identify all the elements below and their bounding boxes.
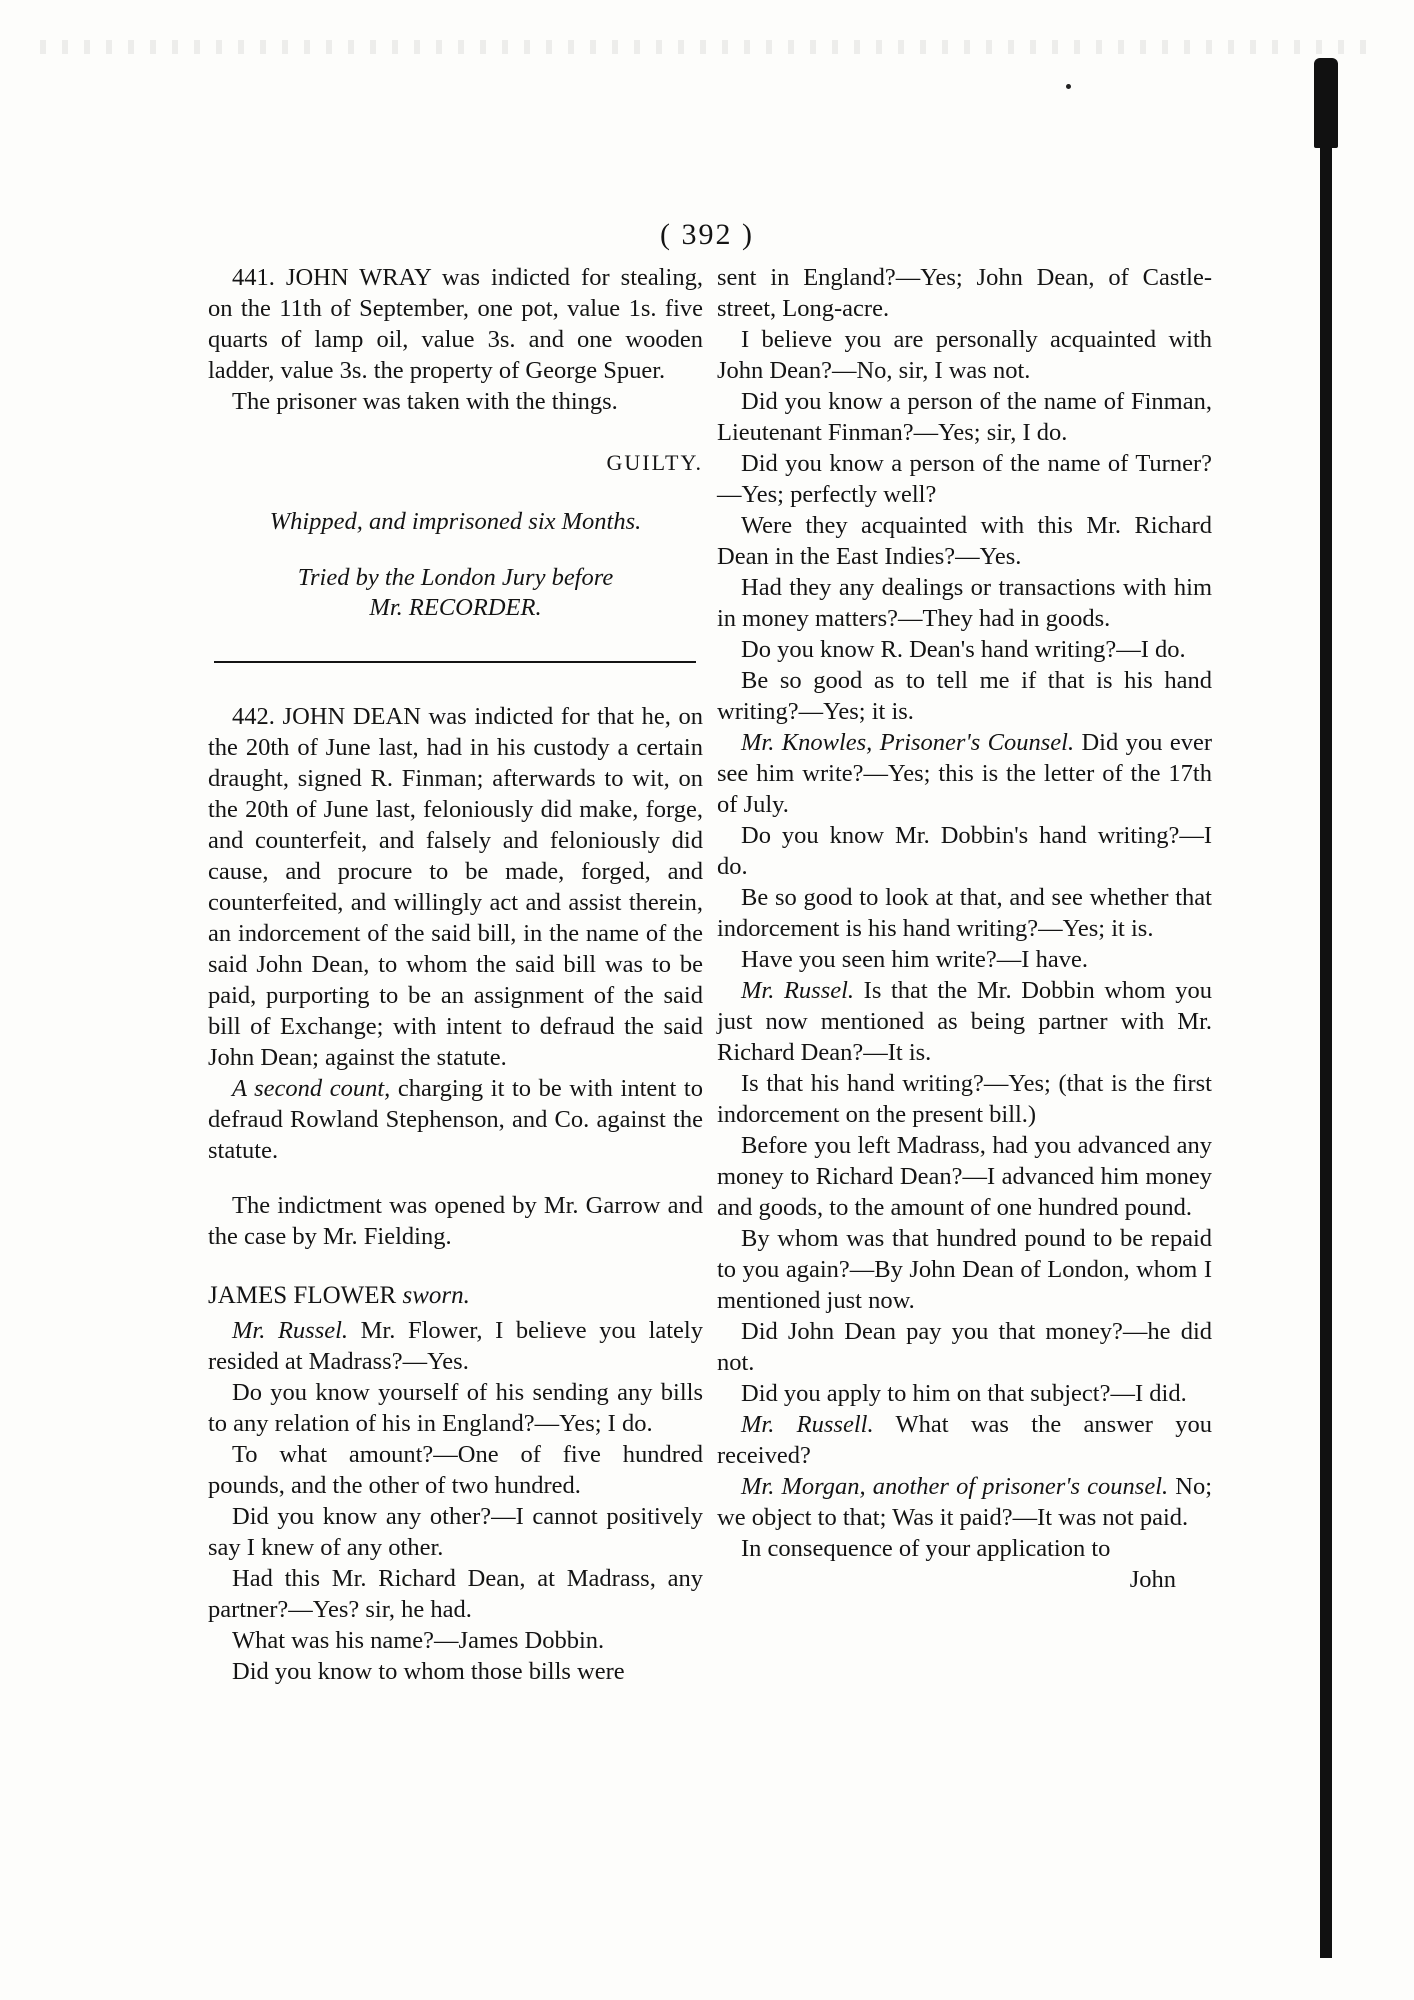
testimony-paragraph: Did you know a person of the name of Turner?—Yes; perfectly well?: [717, 450, 1212, 508]
testimony-paragraph: Were they acquainted with this Mr. Richard Dean in the East Indies?—Yes.: [717, 512, 1212, 570]
testimony-paragraph: Is that his hand writing?—Yes; (that is the first indorcement on the present bill.): [717, 1070, 1212, 1128]
testimony-paragraph: [717, 975, 1212, 1068]
catchword: John: [1129, 1566, 1176, 1593]
opened-paragraph: The indictment was opened by Mr. Garrow and the case by Mr. Fielding.: [208, 1192, 703, 1250]
sentence: Whipped, and imprisoned six Months.: [269, 508, 642, 535]
binding-edge-bar: [1320, 58, 1332, 1958]
testimony-paragraph: Had this Mr. Richard Dean, at Madrass, any partner?—Yes? sir, he had.: [208, 1565, 703, 1623]
speaker: Mr. Knowles, Prisoner's Counsel.: [741, 729, 1075, 756]
testimony-paragraph: Did John Dean pay you that money?—he did not.: [717, 1318, 1212, 1376]
witness-sworn: sworn.: [402, 1282, 470, 1309]
testimony-paragraph: Do you know yourself of his sending any bills to any relation of his in England?—Yes; I do.: [208, 1379, 703, 1437]
testimony-paragraph: sent in England?—Yes; John Dean, of Castle-street, Long-acre.: [717, 264, 1212, 322]
testimony-paragraph: Did you know a person of the name of Finman, Lieutenant Finman?—Yes; sir, I do.: [717, 388, 1212, 446]
section-divider: [214, 661, 696, 663]
testimony-paragraph: To what amount?—One of five hundred pounds, and the other of two hundred.: [208, 1441, 703, 1499]
page-edge-noise: [40, 40, 1380, 54]
testimony-paragraph: Be so good as to tell me if that is his hand writing?—Yes; it is.: [717, 667, 1212, 725]
testimony-text: No; we object to that; Was it paid?—It was not paid.: [717, 1473, 1213, 1531]
left-column: [208, 262, 703, 1687]
tried-line-2: Mr. RECORDER.: [369, 594, 542, 621]
second-count-label: A second count,: [232, 1075, 391, 1102]
speaker: Mr. Russel.: [232, 1317, 349, 1344]
testimony-paragraph: In consequence of your application to: [741, 1535, 1111, 1562]
testimony-paragraph: What was his name?—James Dobbin.: [232, 1627, 605, 1654]
testimony-text: What was the answer you received?: [717, 1411, 1212, 1469]
speaker: Mr. Russel.: [741, 977, 855, 1004]
testimony-text: Is that the Mr. Dobbin whom you just now mentioned as being partner with Mr. Richard Dean?—It is.: [717, 977, 1212, 1066]
testimony-paragraph: [717, 727, 1212, 820]
case-441-paragraph: 441. JOHN WRAY was indicted for stealing, on the 11th of September, one pot, value 1s. five quarts of lamp oil, value 3s. and one wooden ladder, value 3s. the property of George Spuer.: [208, 264, 703, 384]
testimony-paragraph: I believe you are personally acquainted with John Dean?—No, sir, I was not.: [717, 326, 1212, 384]
speaker: Mr. Russell.: [741, 1411, 874, 1438]
witness-name: JAMES FLOWER: [208, 1282, 397, 1309]
testimony-paragraph: Before you left Madrass, had you advanced any money to Richard Dean?—I advanced him money and goods, to the amount of one hundred pound.: [717, 1132, 1212, 1221]
case-442-paragraph: 442. JOHN DEAN was indicted for that he, on the 20th of June last, had in his custody a certain draught, signed R. Finman; afterwards to wit, on the 20th of June last, feloniously did make, forge, and counterfeit, and falsely and feloniously did cause, and procure to be made, forged, and counterfeited, and willingly act and assist therein, an indorcement of the said bill, in the name of the said John Dean, to whom the said bill was to be paid, purporting to be an assignment of the said bill of Exchange; with intent to defraud the said John Dean; against the statute.: [208, 703, 703, 1071]
paragraph: The prisoner was taken with the things.: [232, 388, 618, 415]
page-number: ( 392 ): [660, 218, 754, 251]
testimony-paragraph: By whom was that hundred pound to be repaid to you again?—By John Dean of London, whom I mentioned just now.: [717, 1225, 1212, 1314]
testimony-paragraph: Did you know to whom those bills were: [232, 1658, 625, 1685]
testimony-text: Mr. Flower, I believe you lately resided at Madrass?—Yes.: [208, 1317, 703, 1375]
testimony-paragraph: Did you know any other?—I cannot positively say I knew of any other.: [208, 1503, 703, 1561]
witness-heading: [208, 1280, 703, 1311]
testimony-paragraph: [208, 1315, 703, 1377]
testimony-paragraph: [717, 1409, 1212, 1471]
tried-line-1: Tried by the London Jury before: [297, 564, 614, 591]
ink-speck: [1066, 84, 1071, 89]
speaker: Mr. Morgan, another of prisoner's counsel.: [741, 1473, 1169, 1500]
testimony-paragraph: [717, 1471, 1212, 1533]
testimony-paragraph: Do you know Mr. Dobbin's hand writing?—I do.: [717, 822, 1212, 880]
testimony-paragraph: Had they any dealings or transactions with him in money matters?—They had in goods.: [717, 574, 1212, 632]
testimony-paragraph: Have you seen him write?—I have.: [741, 946, 1088, 973]
second-count-paragraph: [208, 1073, 703, 1166]
second-count-text: charging it to be with intent to defraud Rowland Stephenson, and Co. against the statute.: [208, 1075, 703, 1164]
testimony-paragraph: Do you know R. Dean's hand writing?—I do.: [741, 636, 1186, 663]
verdict: GUILTY.: [606, 450, 703, 475]
testimony-text: Did you ever see him write?—Yes; this is the letter of the 17th of July.: [717, 729, 1212, 818]
testimony-paragraph: Did you apply to him on that subject?—I did.: [741, 1380, 1187, 1407]
right-column: [717, 262, 1212, 1595]
testimony-paragraph: Be so good to look at that, and see whether that indorcement is his hand writing?—Yes; it is.: [717, 884, 1212, 942]
